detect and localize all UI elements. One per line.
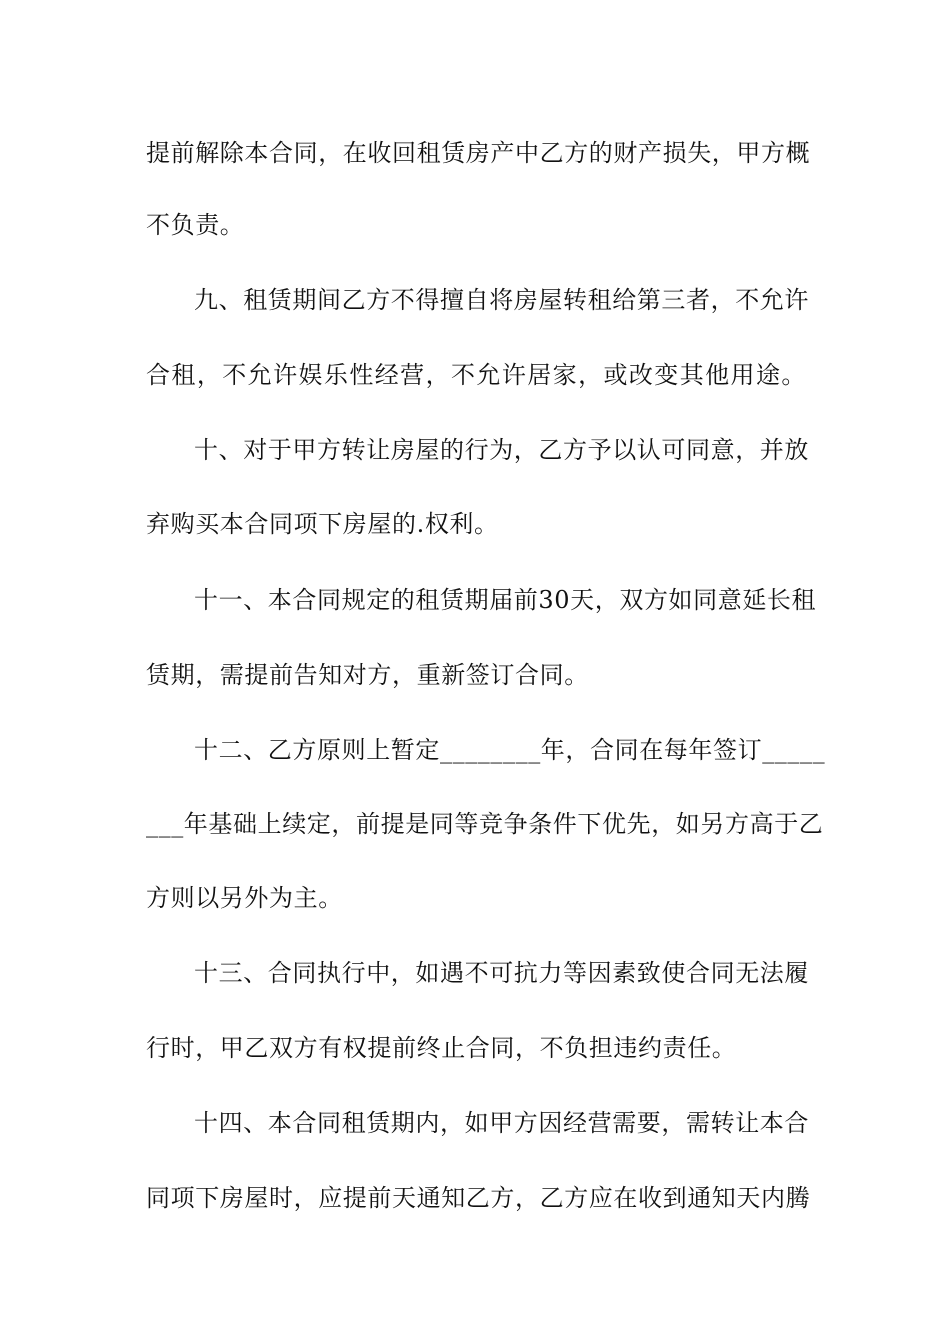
clause-12-line: 十二、乙方原则上暂定________年，合同在每年签订_____ — [194, 736, 826, 764]
text-line: 提前解除本合同，在收回租赁房产中乙方的财产损失，甲方概 — [146, 139, 811, 167]
text-line: 合租，不允许娱乐性经营，不允许居家，或改变其他用途。 — [146, 361, 806, 389]
text-line: ___年基础上续定，前提是同等竞争条件下优先，如另方高于乙 — [146, 810, 824, 838]
clause-14-line: 十四、本合同租赁期内，如甲方因经营需要，需转让本合 — [194, 1109, 809, 1137]
text-line: 方则以另外为主。 — [146, 884, 343, 912]
text-line: 行时，甲乙双方有权提前终止合同，不负担违约责任。 — [146, 1034, 737, 1062]
text-line: 同项下房屋时，应提前天通知乙方，乙方应在收到通知天内腾 — [146, 1184, 811, 1212]
text-line: 赁期，需提前告知对方，重新签订合同。 — [146, 661, 589, 689]
clause-11-line: 十一、本合同规定的租赁期届前30天，双方如同意延长租 — [194, 586, 817, 614]
clause-9-line: 九、租赁期间乙方不得擅自将房屋转租给第三者，不允许 — [194, 286, 809, 314]
text-line: 不负责。 — [146, 211, 245, 239]
clause-10-line: 十、对于甲方转让房屋的行为，乙方予以认可同意，并放 — [194, 436, 809, 464]
text-line: 弃购买本合同项下房屋的.权利。 — [146, 510, 499, 538]
clause-13-line: 十三、合同执行中，如遇不可抗力等因素致使合同无法履 — [194, 959, 809, 987]
